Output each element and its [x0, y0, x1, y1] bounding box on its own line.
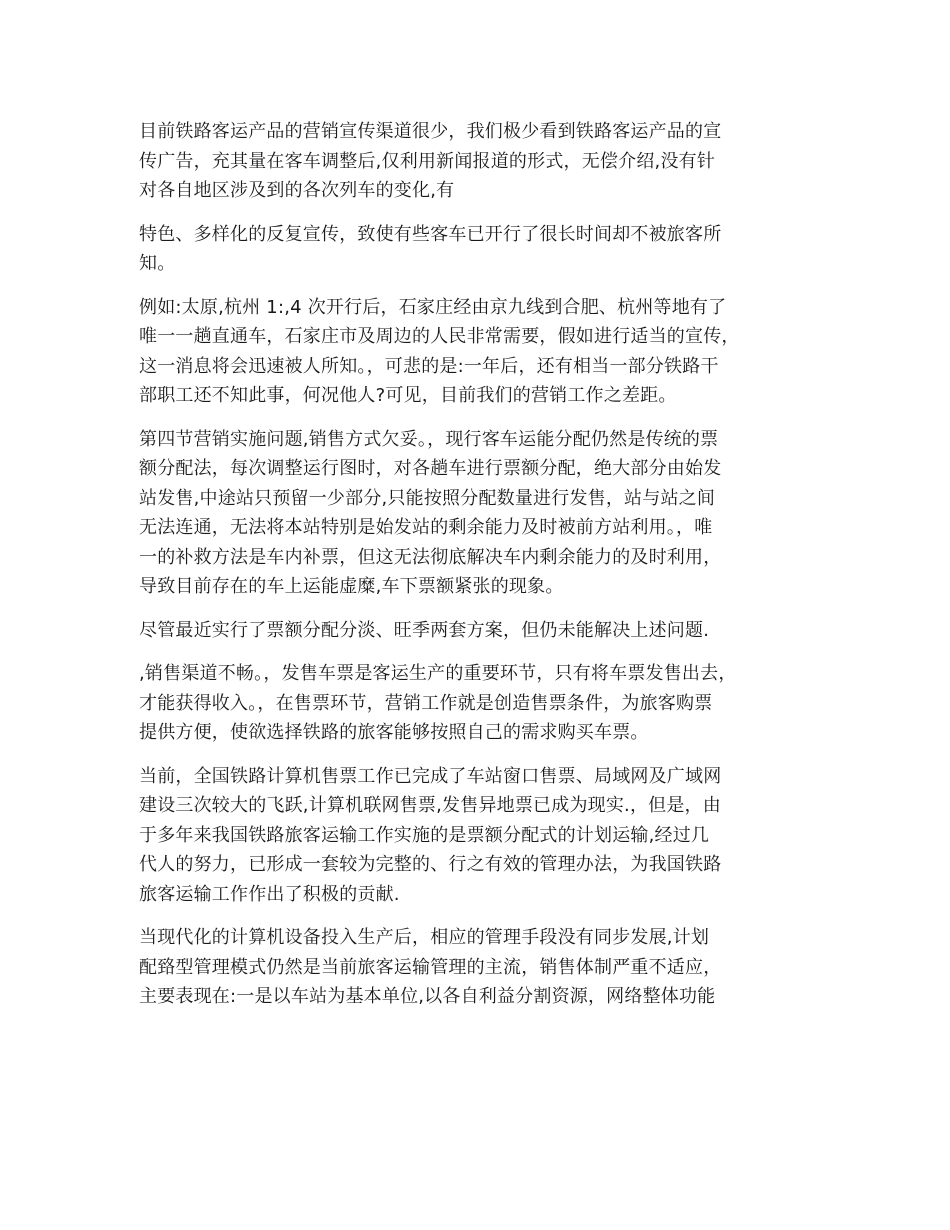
text-line: 一的补救方法是车内补票，但这无法彻底解决车内剩余能力的及时利用， — [139, 546, 722, 568]
text-line: 唯一一趟直通车，石家庄市及周边的人民非常需要，假如进行适当的宣传， — [139, 326, 740, 347]
text-line: 建设三次较大的飞跃,计算机联网售票,发售异地票已成为现实.，但是，由 — [139, 795, 721, 816]
text-line: 旅客运输工作作出了积极的贡献. — [139, 883, 400, 905]
text-line: 主要表现在:一是以车站为基本单位,以各自利益分割资源，网络整体功能 — [139, 986, 716, 1007]
paragraph-4 — [139, 425, 839, 602]
text-line: 对各自地区涉及到的各次列车的变化,有 — [139, 180, 455, 201]
text-line: 部职工还不知此事，何况他人?可见，目前我们的营销工作之差距。 — [139, 385, 677, 406]
text-line: 提供方便，使欲选择铁路的旅客能够按照自己的需求购买车票。 — [139, 722, 649, 743]
paragraph-5 — [139, 616, 839, 646]
text-line: 于多年来我国铁路旅客运输工作实施的是票额分配式的计划运输,经过几 — [139, 824, 710, 846]
text-line: 代人的努力，已形成一套较为完整的、行之有效的管理办法，为我国铁路 — [139, 854, 722, 875]
text-line: 额分配法，每次调整运行图时，对各趟车进行票额分配，绝大部分由始发 — [139, 458, 722, 479]
text-line: 第四节营销实施问题,销售方式欠妥。，现行客车运能分配仍然是传统的票 — [139, 428, 719, 450]
paragraph-3 — [139, 293, 839, 411]
text-line: 配臵型管理模式仍然是当前旅客运输管理的主流，销售体制严重不适应， — [139, 956, 722, 978]
text-line: 当前，全国铁路计算机售票工作已完成了车站窗口售票、局域网及广域网 — [139, 765, 722, 787]
text-line: 无法连通，无法将本站特别是始发站的剩余能力及时被前方站利用。，唯 — [139, 517, 713, 538]
paragraph-1 — [139, 117, 839, 206]
paragraph-8 — [139, 923, 839, 1012]
text-line: 才能获得收入。，在售票环节，营销工作就是创造售票条件，为旅客购票 — [139, 692, 713, 714]
document-body — [139, 117, 839, 1026]
text-line: 目前铁路客运产品的营销宣传渠道很少，我们极少看到铁路客运产品的宣 — [139, 121, 722, 142]
text-line: 尽管最近实行了票额分配分淡、旺季两套方案，但仍未能解决上述问题. — [139, 619, 710, 641]
text-line: 特色、多样化的反复宣传，致使有些客车已开行了很长时间却不被旅客所 — [139, 223, 722, 245]
text-line: 站发售,中途站只预留一少部分,只能按照分配数量进行发售，站与站之间 — [139, 487, 716, 509]
text-line: ,销售渠道不畅。，发售车票是客运生产的重要环节，只有将车票发售出去， — [139, 663, 737, 684]
paragraph-6 — [139, 659, 839, 748]
text-line: 知。 — [139, 253, 176, 274]
text-line: 当现代化的计算机设备投入生产后，相应的管理手段没有同步发展,计划 — [139, 927, 710, 948]
text-line: 传广告，充其量在客车调整后,仅利用新闻报道的形式，无偿介绍,没有针 — [139, 150, 716, 172]
text-line: 导致目前存在的车上运能虚糜,车下票额紧张的现象。 — [139, 576, 564, 597]
text-line: 例如:太原,杭州 1:,4 次开行后，石家庄经由京九线到合肥、杭州等地有了 — [139, 296, 727, 318]
text-line: 这一消息将会迅速被人所知。，可悲的是:一年后，还有相当一部分铁路干 — [139, 355, 719, 377]
paragraph-2 — [139, 220, 839, 279]
paragraph-7 — [139, 762, 839, 910]
